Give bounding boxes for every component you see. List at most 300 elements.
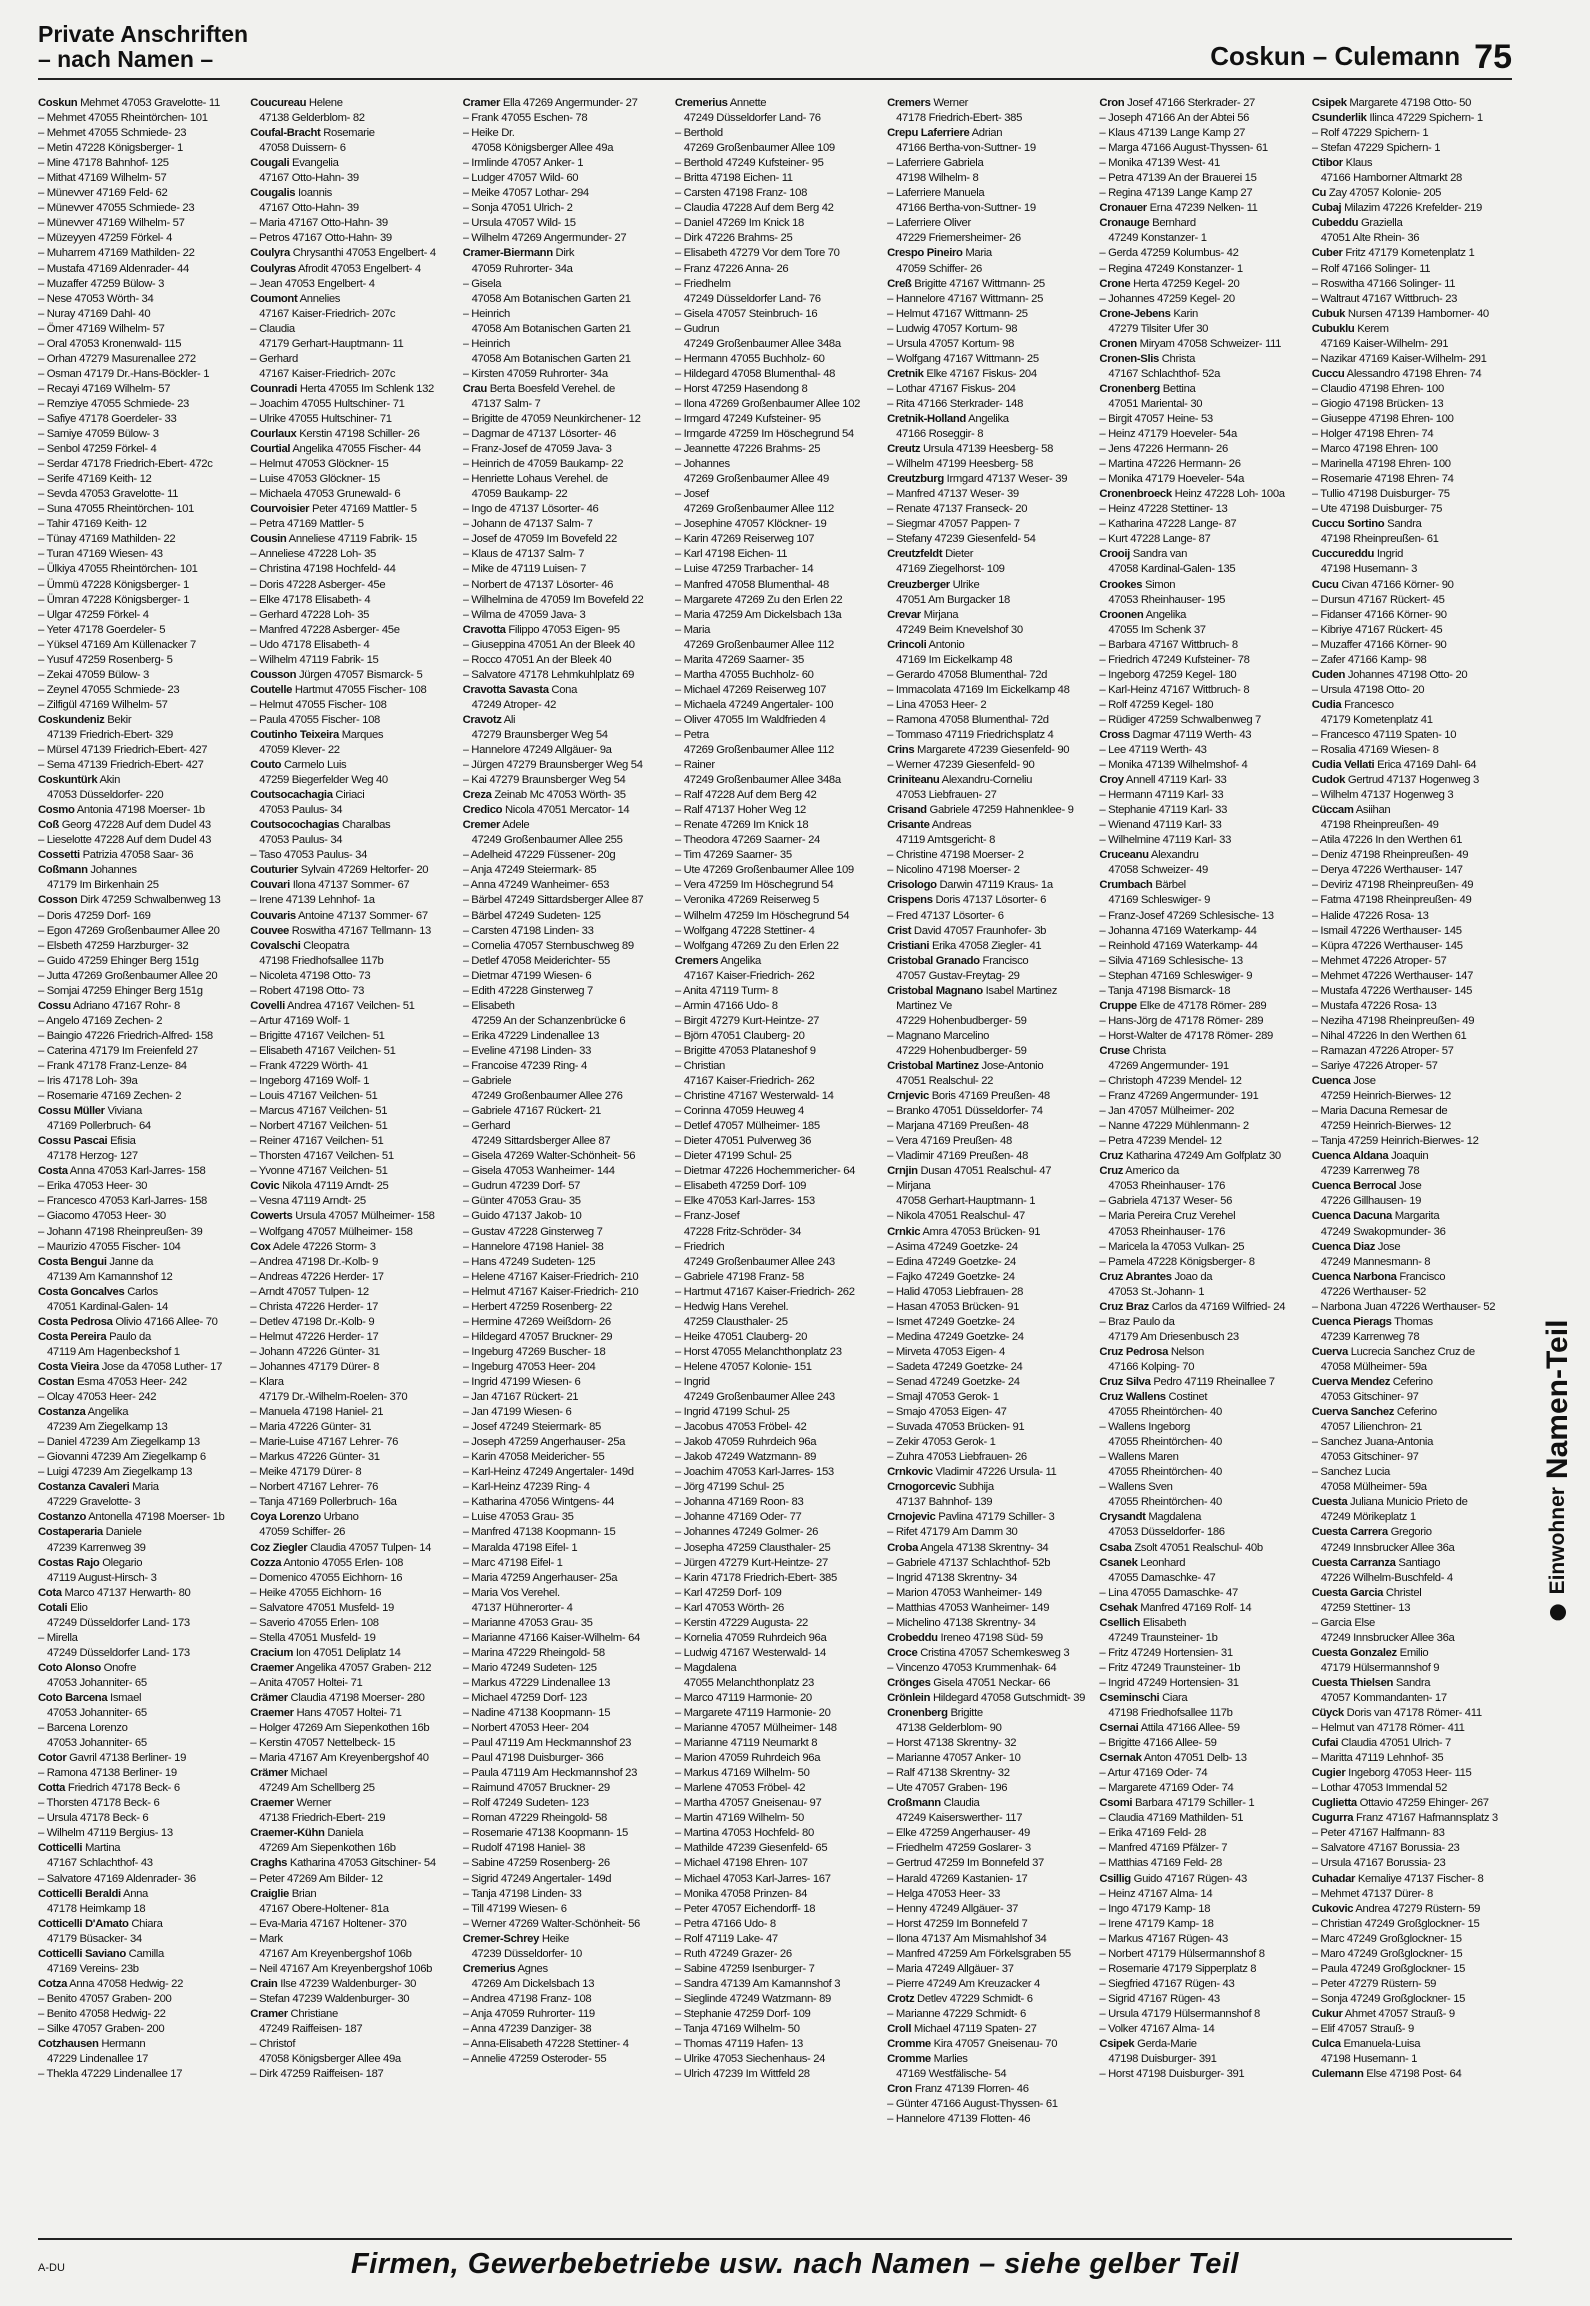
directory-entry [675, 231, 875, 246]
directory-entry [38, 412, 238, 427]
directory-entry [463, 1721, 663, 1736]
entry-details: – Britta 47198 Eichen- 11 [674, 172, 793, 185]
entry-details: – Serdar 47178 Friedrich-Ebert- 472c [38, 458, 213, 471]
directory-entry [1099, 126, 1299, 141]
entry-details: – Heinrich [462, 337, 510, 350]
entry-details: – Tünay 47169 Mathilden- 22 [38, 533, 176, 546]
directory-entry [1312, 1104, 1512, 1119]
entry-details: Hildegard 47058 Gutschmidt- 39 [930, 1691, 1086, 1704]
entry-details: 47055 Damaschke- 47 [1108, 1571, 1216, 1584]
entry-surname: Crumbach [1099, 879, 1153, 892]
entry-details: – Saverio 47055 Erlen- 108 [250, 1616, 379, 1629]
directory-entry [675, 216, 875, 231]
entry-details: 47198 Friedhofsallee 117b [259, 954, 384, 967]
entry-details: – Matthias 47169 Feld- 28 [1099, 1857, 1222, 1870]
entry-details: Angelika [965, 412, 1009, 425]
directory-entry [675, 893, 875, 908]
entry-details: 47058 Duissern- 6 [259, 142, 346, 155]
entry-details: – Domenico 47055 Eichhorn- 16 [250, 1571, 403, 1584]
directory-entry [1099, 2037, 1299, 2052]
directory-entry [1099, 156, 1299, 171]
directory-entry [250, 1014, 450, 1029]
entry-details: 47198 Friedhofsallee 117b [1108, 1707, 1233, 1720]
entry-details: – Sabine 47259 Isenburger- 7 [674, 1962, 815, 1975]
directory-entry [675, 1240, 875, 1255]
directory-entry [38, 1390, 238, 1405]
entry-details: – Horst 47138 Skrentny- 32 [887, 1737, 1017, 1750]
directory-entry [1312, 1751, 1512, 1766]
entry-details: 47167 Obere-Holtener- 81a [259, 1902, 389, 1915]
directory-entry [1312, 517, 1512, 532]
directory-entry [38, 758, 238, 773]
directory-entry [675, 1330, 875, 1345]
directory-entry [38, 427, 238, 442]
entry-details: – Klara [250, 1375, 284, 1388]
entry-details: – Smajl 47053 Gerok- 1 [887, 1391, 999, 1404]
entry-surname: Croba [887, 1541, 919, 1554]
entry-surname: Crönlein [887, 1691, 931, 1704]
directory-entry [1312, 668, 1512, 683]
entry-details: – Karin 47178 Friedrich-Ebert- 385 [674, 1571, 837, 1584]
directory-entry [463, 1676, 663, 1691]
entry-surname: Cossu Pascai [38, 1135, 108, 1148]
directory-entry [887, 1495, 1087, 1510]
directory-entry [250, 803, 450, 818]
entry-details: Manfred 47169 Rolf- 14 [1137, 1601, 1252, 1614]
directory-entry [463, 1345, 663, 1360]
entry-details: 47249 Großenbaumer Allee 348a [683, 337, 841, 350]
directory-entry [1312, 1390, 1512, 1405]
directory-entry [887, 156, 1087, 171]
entry-surname: Coya Lorenzo [250, 1511, 321, 1524]
entry-details: Detlev 47229 Schmidt- 6 [914, 1992, 1033, 2005]
directory-entry [1099, 1977, 1299, 1992]
entry-details: – Karl-Heinz 47249 Angertaler- 149d [462, 1466, 634, 1479]
entry-details: – Guido 47137 Jakob- 10 [462, 1210, 582, 1223]
entry-details: Ciriaci [332, 789, 365, 802]
directory-entry [38, 2052, 238, 2067]
directory-entry [463, 833, 663, 848]
entry-surname: Crotz [887, 1992, 915, 2005]
entry-details: Annell 47119 Karl- 33 [1123, 774, 1227, 787]
entry-details: – Rosemarie 47198 Ehren- 74 [1311, 473, 1454, 486]
directory-entry [1312, 1811, 1512, 1826]
directory-entry [887, 547, 1087, 562]
entry-details: Angelika [718, 954, 761, 967]
directory-entry [250, 1932, 450, 1947]
entry-surname: Crins [887, 744, 915, 757]
directory-entry [250, 2022, 450, 2037]
directory-entry [887, 1601, 1087, 1616]
directory-entry [1099, 1781, 1299, 1796]
entry-details: Herta 47055 Im Schlenk 132 [297, 382, 434, 395]
entry-surname: Cotticelli Saviano [38, 1947, 126, 1960]
entry-details: – Franz 47269 Angermunder- 191 [1099, 1090, 1259, 1103]
directory-entry [675, 171, 875, 186]
entry-surname: Costa Bengui [38, 1255, 107, 1268]
entry-details: 47259 Biegerfelder Weg 40 [259, 774, 388, 787]
entry-surname: Cukur [1311, 2007, 1343, 2020]
entry-surname: Croll [887, 2023, 912, 2035]
directory-entry [38, 909, 238, 924]
directory-entry [1099, 984, 1299, 999]
directory-entry [250, 1405, 450, 1420]
entry-details: Jürgen 47057 Bismarck- 5 [296, 668, 423, 681]
directory-entry [250, 246, 450, 261]
entry-details: – Wolfgang 47269 Zu den Erlen 22 [674, 939, 839, 952]
entry-details: – Münevver 47169 Feld- 62 [38, 187, 168, 200]
entry-details: Nikola 47119 Arndt- 25 [279, 1180, 389, 1193]
entry-details: Barbara 47179 Schiller- 1 [1132, 1797, 1255, 1810]
entry-details: – Paul 47198 Duisburger- 366 [462, 1752, 604, 1765]
directory-entry [1099, 578, 1299, 593]
entry-details: Guido 47167 Rügen- 43 [1130, 1872, 1247, 1885]
entry-details: Mehmet 47053 Gravelotte- 11 [77, 97, 220, 109]
entry-details: – Mario 47249 Sudeten- 125 [462, 1661, 597, 1674]
directory-entry [887, 1240, 1087, 1255]
entry-details: Patrizia 47058 Saar- 36 [79, 849, 194, 862]
directory-entry [38, 1209, 238, 1224]
directory-entry [1312, 186, 1512, 201]
entry-details: – Norbert 47167 Lehrer- 76 [250, 1481, 379, 1494]
directory-entry [1312, 262, 1512, 277]
footer-rule [38, 2238, 1512, 2240]
directory-entry [1099, 999, 1299, 1014]
directory-entry [887, 758, 1087, 773]
directory-entry [887, 382, 1087, 397]
entry-details: Else 47198 Post- 64 [1363, 2068, 1462, 2081]
entry-details: – Ursula 47178 Beck- 6 [38, 1812, 149, 1825]
directory-entry [38, 608, 238, 623]
entry-details: – Nihal 47226 In den Werthen 61 [1311, 1029, 1467, 1042]
directory-entry [38, 1586, 238, 1601]
entry-details: – Metin 47228 Königsberger- 1 [38, 142, 183, 155]
entry-details: 47053 Rheinhauser- 176 [1108, 1225, 1226, 1238]
entry-details: – Ute 47198 Duisburger- 75 [1311, 503, 1443, 516]
entry-details: – Gabriela 47137 Weser- 56 [1099, 1195, 1233, 1208]
entry-surname: Couvaris [250, 909, 296, 922]
entry-details: Werner [293, 1797, 332, 1810]
entry-details: – Edina 47249 Goetzke- 24 [887, 1255, 1016, 1268]
directory-entry [38, 352, 238, 367]
entry-details: – Gabriele 47137 Schlachthof- 52b [887, 1556, 1051, 1569]
entry-details: Costinet [1165, 1391, 1208, 1404]
entry-surname: Coz Ziegler [250, 1541, 308, 1554]
entry-details: – Waltraut 47167 Wittbruch- 23 [1311, 292, 1458, 305]
entry-details: – Till 47199 Wiesen- 6 [462, 1902, 567, 1915]
directory-entry [250, 698, 450, 713]
entry-details: – Salvatore 47169 Aldenrader- 36 [38, 1872, 196, 1885]
entry-details: – Asima 47249 Goetzke- 24 [887, 1240, 1018, 1253]
entry-details: 47249 Großenbaumer Allee 255 [471, 834, 623, 847]
entry-details: – Halid 47053 Liebfrauen- 28 [887, 1285, 1024, 1298]
entry-details: – Laferriere Manuela [887, 187, 985, 200]
entry-details: – Margarete 47269 Zu den Erlen 22 [674, 593, 843, 606]
entry-details: – Sigrid 47167 Rügen- 43 [1099, 1992, 1220, 2005]
directory-column [463, 96, 663, 2234]
entry-surname: Cuccureddu [1311, 548, 1375, 561]
entry-details: – Münevver 47055 Schmiede- 23 [38, 202, 195, 215]
directory-entry [250, 1330, 450, 1345]
directory-entry [38, 487, 238, 502]
directory-entry [38, 1375, 238, 1390]
directory-entry [463, 893, 663, 908]
directory-entry [887, 367, 1087, 382]
entry-details: 47249 Düsseldorfer Land- 173 [47, 1646, 190, 1659]
entry-details: – Lieselotte 47228 Auf dem Dudel 43 [38, 834, 212, 847]
entry-details: – Küpra 47226 Werthauser- 145 [1311, 939, 1463, 952]
entry-surname: Cramer-Biermann [462, 247, 553, 260]
entry-details: 47249 Swakopmunder- 36 [1320, 1225, 1446, 1238]
entry-details: – Ingrid [674, 1375, 710, 1388]
entry-details: – Neziha 47198 Rheinpreußen- 49 [1311, 1014, 1475, 1027]
directory-entry [887, 1480, 1087, 1495]
directory-entry [675, 367, 875, 382]
directory-entry [675, 818, 875, 833]
entry-details: – Jan 47167 Rückert- 21 [462, 1391, 579, 1404]
directory-entry [463, 292, 663, 307]
page-header-range [1210, 38, 1512, 77]
entry-details: – Vera 47169 Preußen- 48 [887, 1135, 1012, 1148]
directory-entry [675, 1495, 875, 1510]
entry-surname: Cross [1099, 728, 1130, 741]
directory-entry [1312, 803, 1512, 818]
directory-entry [1312, 878, 1512, 893]
directory-entry [38, 969, 238, 984]
directory-entry [675, 1225, 875, 1240]
directory-entry [38, 322, 238, 337]
entry-surname: Crämer [250, 1691, 288, 1704]
entry-details: – Dursun 47167 Rückert- 45 [1311, 593, 1445, 606]
directory-entry [675, 924, 875, 939]
directory-entry [250, 833, 450, 848]
directory-entry [1099, 1044, 1299, 1059]
directory-entry [675, 1119, 875, 1134]
entry-surname: Cuesta Gonzalez [1311, 1646, 1397, 1659]
entry-details: 47259 Stettiner- 13 [1320, 1601, 1411, 1614]
entry-details: 47269 Angermunder- 191 [1108, 1060, 1229, 1072]
entry-details: Andrea 47167 Veilchen- 51 [284, 999, 415, 1012]
entry-surname: Cremerius [462, 1962, 516, 1975]
entry-details: Heinz 47228 Loh- 100a [1171, 488, 1285, 501]
entry-details: Ulrike [949, 578, 980, 591]
entry-details: – Anita 47057 Holtei- 71 [250, 1676, 363, 1689]
directory-entry [675, 1029, 875, 1044]
directory-entry [250, 1947, 450, 1962]
directory-entry [463, 1194, 663, 1209]
entry-details: 47169 Vereins- 23b [47, 1962, 139, 1975]
entry-details: – Andrea 47198 Dr.-Kolb- 9 [250, 1255, 379, 1268]
entry-surname: Crisologo [887, 879, 937, 892]
entry-details: – Gerhard 47228 Loh- 35 [250, 608, 370, 621]
entry-details: Amra 47053 Brücken- 91 [920, 1225, 1041, 1238]
directory-entry [675, 1902, 875, 1917]
entry-details: – Markus 47229 Lindenallee 13 [462, 1676, 611, 1689]
entry-details: Peter 47169 Mattler- 5 [309, 503, 417, 516]
entry-details: – Sema 47139 Friedrich-Ebert- 427 [38, 759, 204, 772]
entry-details: 47137 Salm- 7 [471, 397, 541, 410]
entry-details: Georg 47228 Auf dem Dudel 43 [58, 819, 211, 832]
entry-details: Margarete 47239 Giesenfeld- 90 [914, 744, 1070, 757]
entry-details: – Ingeborg 47169 Wolf- 1 [250, 1075, 370, 1088]
entry-details: – Manfred 47169 Pfälzer- 7 [1099, 1842, 1228, 1855]
directory-entry [1312, 758, 1512, 773]
entry-details: – Werner 47269 Walter-Schönheit- 56 [462, 1917, 640, 1930]
directory-entry [463, 638, 663, 653]
entry-details: – Klaus de 47137 Salm- 7 [462, 548, 585, 561]
entry-surname: Cuenca Dacuna [1311, 1210, 1392, 1223]
entry-details: – Stefany 47239 Giesenfeld- 54 [887, 533, 1036, 546]
directory-entry [250, 1525, 450, 1540]
directory-entry [1312, 728, 1512, 743]
entry-details: 47053 Liebfrauen- 27 [896, 789, 997, 802]
directory-entry [1312, 1661, 1512, 1676]
entry-details: – Doris 47228 Asberger- 45e [250, 578, 386, 591]
directory-entry [38, 96, 238, 111]
entry-details: – Petra 47169 Mattler- 5 [250, 518, 364, 531]
entry-details: 47169 Pollerbruch- 64 [47, 1120, 151, 1133]
directory-entry [1312, 788, 1512, 803]
directory-entry [887, 608, 1087, 623]
entry-details: Adrian [969, 127, 1003, 140]
directory-entry [38, 1917, 238, 1932]
entry-surname: Coskundeniz [38, 713, 105, 726]
directory-entry [887, 999, 1087, 1014]
directory-entry [1312, 969, 1512, 984]
entry-details: – Raimund 47057 Bruckner- 29 [462, 1782, 610, 1795]
directory-entry [1312, 1360, 1512, 1375]
entry-details: – Helmut van 47178 Römer- 411 [1311, 1722, 1465, 1735]
entry-details: Claudia 47051 Ulrich- 7 [1338, 1737, 1451, 1750]
entry-details: 47249 Traunsteiner- 1b [1108, 1631, 1218, 1644]
entry-surname: Csellich [1099, 1616, 1140, 1629]
entry-details: – Martha 47055 Buchholz- 60 [674, 668, 814, 681]
directory-entry [675, 1841, 875, 1856]
entry-details: – Theodora 47269 Saarner- 24 [674, 834, 820, 847]
directory-entry [38, 186, 238, 201]
entry-details: – Andreas 47226 Herder- 17 [250, 1270, 384, 1283]
directory-entry [675, 457, 875, 472]
entry-surname: Cuglietta [1311, 1797, 1357, 1810]
directory-entry [1099, 1209, 1299, 1224]
directory-entry [250, 1435, 450, 1450]
entry-surname: Cossu [38, 999, 71, 1012]
directory-entry [887, 818, 1087, 833]
directory-entry [463, 2052, 663, 2067]
directory-entry [250, 1977, 450, 1992]
entry-details: 47051 Am Burgacker 18 [896, 593, 1010, 606]
entry-surname: Cowerts [250, 1210, 293, 1223]
directory-entry [1099, 863, 1299, 878]
entry-details: 47058 Am Botanischen Garten 21 [471, 292, 631, 305]
entry-surname: Crain [250, 1977, 278, 1990]
entry-details: – Lee 47119 Werth- 43 [1099, 744, 1207, 757]
directory-entry [463, 863, 663, 878]
directory-entry [463, 1691, 663, 1706]
entry-details: – Yusuf 47259 Rosenberg- 5 [38, 653, 173, 666]
directory-entry [1099, 1962, 1299, 1977]
entry-details: Ireneo 47198 Süd- 59 [937, 1631, 1043, 1644]
entry-details: – Ramona 47138 Berliner- 19 [38, 1767, 177, 1780]
entry-details: Christa [1158, 352, 1196, 365]
entry-details: – Wilhelm 47199 Heesberg- 58 [887, 458, 1034, 471]
directory-entry [463, 924, 663, 939]
entry-details: – Guido 47259 Ehinger Berg 151g [38, 954, 199, 967]
directory-entry [250, 231, 450, 246]
entry-details: – Ludger 47057 Wild- 60 [462, 172, 579, 185]
directory-entry [887, 728, 1087, 743]
entry-details: – Michael 47053 Karl-Jarres- 167 [674, 1872, 831, 1885]
directory-entry [887, 111, 1087, 126]
directory-entry [1312, 653, 1512, 668]
directory-entry [675, 487, 875, 502]
entry-details: – Claudia 47228 Auf dem Berg 42 [674, 202, 834, 215]
directory-entry [463, 593, 663, 608]
entry-surname: Coutinho Teixeira [250, 728, 339, 741]
entry-surname: Cruz Braz [1099, 1300, 1149, 1313]
directory-entry [38, 1525, 238, 1540]
directory-entry [1312, 472, 1512, 487]
entry-details: – Helga 47053 Heer- 33 [887, 1887, 1001, 1900]
directory-entry [463, 653, 663, 668]
entry-details: – Tanja 47198 Linden- 33 [462, 1887, 582, 1900]
directory-entry [250, 1872, 450, 1887]
entry-details: – Paula 47249 Großglockner- 15 [1311, 1962, 1466, 1975]
directory-entry [675, 1104, 875, 1119]
entry-surname: Cubuk [1311, 307, 1346, 320]
entry-details: Magdalena [1145, 1511, 1202, 1524]
entry-details: – Nadine 47138 Koopmann- 15 [462, 1707, 611, 1720]
directory-entry [463, 1315, 663, 1330]
directory-entry [250, 397, 450, 412]
directory-entry [1312, 1525, 1512, 1540]
entry-details: – Johanna 47169 Roon- 83 [674, 1496, 804, 1509]
directory-entry [1312, 352, 1512, 367]
directory-entry [1099, 878, 1299, 893]
entry-surname: Cucu [1311, 578, 1339, 591]
directory-entry [887, 1059, 1087, 1074]
directory-entry [1099, 472, 1299, 487]
directory-entry [463, 713, 663, 728]
directory-entry [38, 216, 238, 231]
directory-entry [887, 126, 1087, 141]
directory-entry [1312, 1721, 1512, 1736]
page-code: A-DU [38, 2262, 65, 2274]
directory-entry [675, 397, 875, 412]
entry-details: – Rita 47166 Sterkrader- 148 [887, 397, 1024, 410]
entry-details: Vladimir 47226 Ursula- 11 [932, 1466, 1057, 1479]
entry-details: Katharina 47249 Am Golfplatz 30 [1123, 1150, 1281, 1163]
entry-details: 47169 Im Eickelkamp 48 [896, 653, 1013, 666]
entry-surname: Csanek [1099, 1556, 1138, 1569]
directory-entry [463, 773, 663, 788]
side-label-small: Einwohner [1546, 1487, 1569, 1595]
entry-details: – Ismail 47226 Werthauser- 145 [1311, 924, 1462, 937]
directory-entry [887, 1977, 1087, 1992]
directory-entry [463, 803, 663, 818]
directory-entry [250, 1676, 450, 1691]
directory-entry [887, 1300, 1087, 1315]
directory-entry [675, 909, 875, 924]
entry-details: – Salvatore 47051 Musfeld- 19 [250, 1601, 394, 1614]
entry-details: – Hans 47249 Sudeten- 125 [462, 1255, 596, 1268]
directory-entry [1099, 517, 1299, 532]
directory-entry [675, 1616, 875, 1631]
directory-entry [675, 382, 875, 397]
entry-details: – Giacomo 47053 Heer- 30 [38, 1210, 166, 1223]
directory-entry [887, 1796, 1087, 1811]
directory-entry [887, 1571, 1087, 1586]
